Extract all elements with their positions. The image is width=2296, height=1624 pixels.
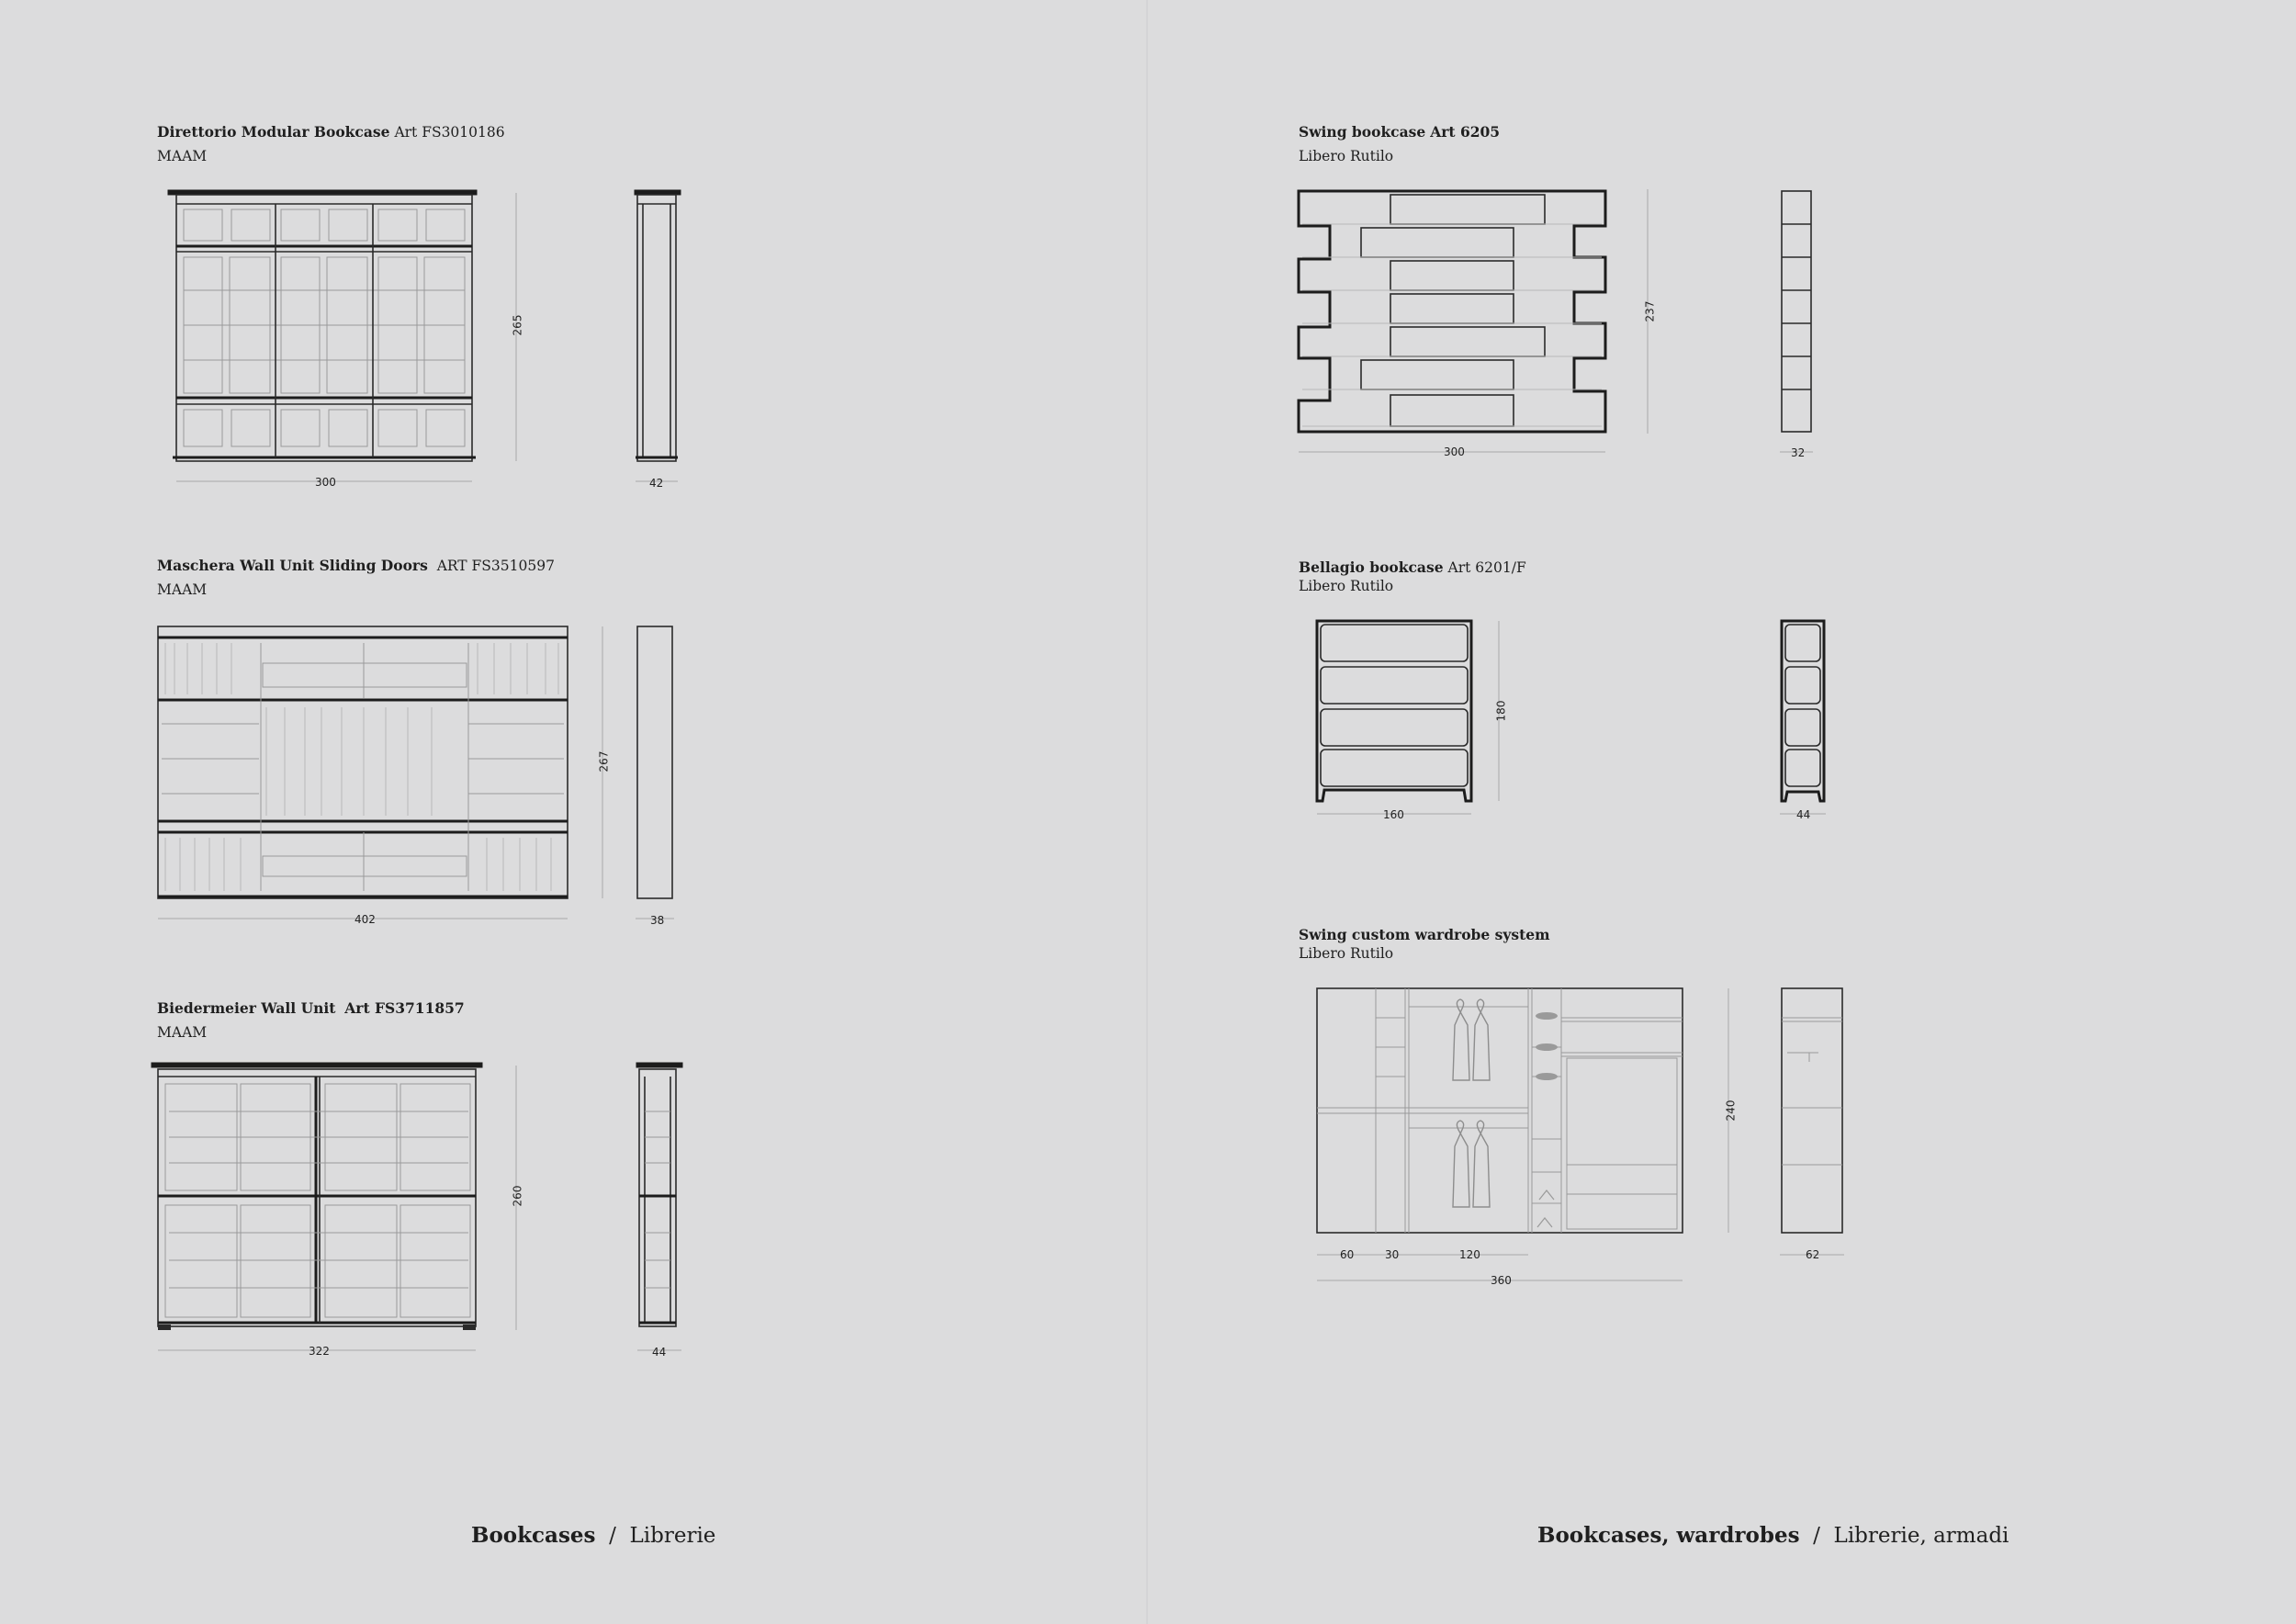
dim-depth-swing-wardrobe: 62: [1806, 1248, 1820, 1261]
item-title-maschera: Maschera Wall Unit Sliding Doors ART FS3510597: [157, 557, 555, 574]
dim-segment-2-swing-wardrobe: 30: [1385, 1248, 1400, 1261]
dim-depth-swing-bookcase: 32: [1791, 446, 1806, 459]
dim-depth-bellagio: 44: [1796, 808, 1811, 821]
footer-left: Bookcases / Librerie: [471, 1523, 716, 1548]
item-title-biedermeier: Biedermeier Wall Unit Art FS3711857: [157, 999, 465, 1017]
item-designer-swing-bookcase: Libero Rutilo: [1299, 148, 1394, 164]
dim-width-swing-wardrobe: 360: [1491, 1274, 1512, 1287]
item-title-bellagio: Bellagio bookcase Art 6201/F: [1299, 558, 1526, 576]
item-designer-bellagio: Libero Rutilo: [1299, 578, 1394, 594]
dim-depth-biedermeier: 44: [652, 1346, 667, 1359]
item-title-direttorio: Direttorio Modular Bookcase Art FS3010186: [157, 123, 505, 141]
dim-width-maschera: 402: [355, 913, 376, 926]
dim-depth-direttorio: 42: [649, 477, 664, 490]
dim-width-direttorio: 300: [315, 476, 336, 489]
dim-depth-maschera: 38: [650, 914, 665, 927]
dim-height-maschera: 267: [597, 750, 611, 773]
item-title-swing-bookcase: Swing bookcase Art 6205: [1299, 123, 1501, 141]
item-designer-maschera: MAAM: [157, 581, 208, 598]
item-designer-biedermeier: MAAM: [157, 1024, 208, 1041]
item-designer-direttorio: MAAM: [157, 148, 208, 164]
dim-height-direttorio: 265: [511, 314, 524, 336]
dim-width-bellagio: 160: [1383, 808, 1404, 821]
dim-segment-3-swing-wardrobe: 120: [1459, 1248, 1480, 1261]
dim-height-bellagio: 180: [1494, 700, 1508, 722]
dim-segment-1-swing-wardrobe: 60: [1340, 1248, 1355, 1261]
dim-width-biedermeier: 322: [309, 1345, 330, 1358]
footer-right: Bookcases, wardrobes / Librerie, armadi: [1537, 1523, 2009, 1548]
dim-height-swing-wardrobe: 240: [1724, 1100, 1738, 1122]
dim-width-swing-bookcase: 300: [1444, 445, 1465, 458]
item-title-swing-wardrobe: Swing custom wardrobe system: [1299, 926, 1550, 943]
item-designer-swing-wardrobe: Libero Rutilo: [1299, 945, 1394, 962]
dim-height-biedermeier: 260: [511, 1185, 524, 1207]
dim-height-swing-bookcase: 237: [1643, 300, 1657, 322]
